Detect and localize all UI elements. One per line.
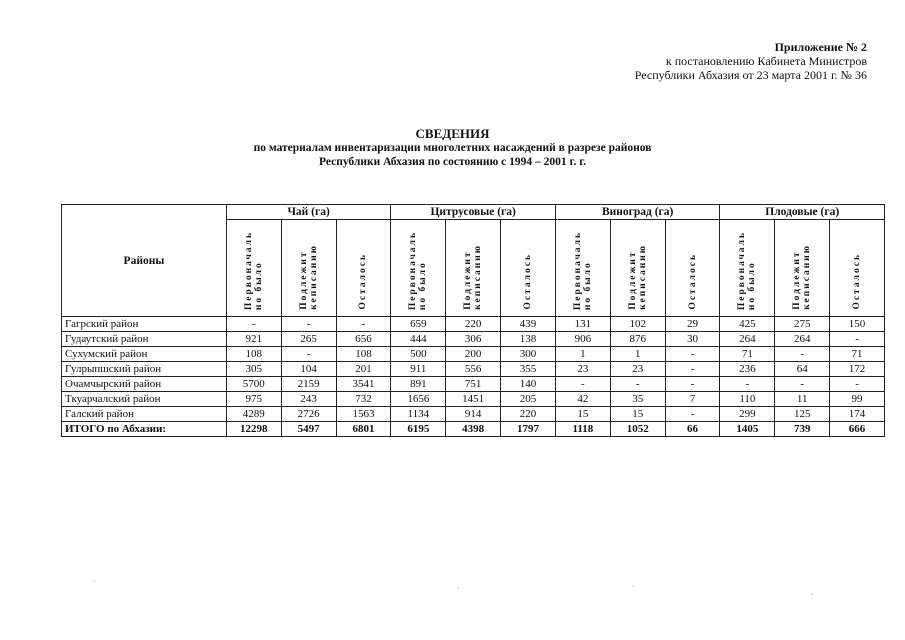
table-cell: - [665,362,720,377]
table-cell: 11 [775,392,830,407]
header-subcolumn-label: Осталось [358,253,369,310]
header-subcolumn [555,220,610,317]
table-cell: 15 [610,407,665,422]
table-cell: 7 [665,392,720,407]
header-subcolumn-label: Подлежит кеписанию [463,244,484,310]
district-name: Ткуарчалский район [62,392,227,407]
header-row-groups [62,205,885,220]
table-cell: 556 [446,362,501,377]
table-row [62,407,885,422]
header-group: Цитрусовые (га) [391,205,556,220]
appendix-block [635,40,867,82]
table-cell: - [720,377,775,392]
table-cell: - [665,377,720,392]
table-cell: 35 [610,392,665,407]
table-cell: 1134 [391,407,446,422]
table-row [62,392,885,407]
table-cell: 1118 [555,422,610,437]
header-subcolumn-label: Подлежит кеписанию [298,244,319,310]
table-cell: 975 [226,392,281,407]
district-name: Гулрыпшский район [62,362,227,377]
table-cell: 425 [720,317,775,332]
table-cell: 1052 [610,422,665,437]
table-row [62,347,885,362]
appendix-line-2: Республики Абхазия от 23 марта 2001 г. № 36 [634,68,867,82]
district-name: Очамчырский район [62,377,227,392]
table-cell: 1 [555,347,610,362]
table-cell: 108 [336,347,391,362]
table-cell: 220 [446,317,501,332]
table-cell: 201 [336,362,391,377]
header-subcolumn-label: Первоначаль но было [408,230,429,310]
table-cell: - [775,377,830,392]
appendix-line-1: к постановлению Кабинета Министров [665,54,867,68]
table-cell: 265 [281,332,336,347]
document-subtitle-2: Республики Абхазия по состоянию с 1994 – 2001 г. г. [318,156,587,168]
document-title: СВЕДЕНИЯ [415,126,490,141]
table-cell: 1563 [336,407,391,422]
table-cell: 4289 [226,407,281,422]
table-row [62,362,885,377]
table-cell: 306 [446,332,501,347]
header-subcolumn-label: Осталось [852,253,863,310]
table-cell: 15 [555,407,610,422]
table-cell: 174 [830,407,885,422]
table-cell: 5497 [281,422,336,437]
scan-speck: · [92,575,97,590]
header-subcolumn [336,220,391,317]
table-cell: 42 [555,392,610,407]
table-row [62,317,885,332]
table-cell: 264 [720,332,775,347]
table-cell: 243 [281,392,336,407]
inventory-table [61,204,885,437]
table-cell: 659 [391,317,446,332]
header-subcolumn-label: Подлежит кеписанию [627,244,648,310]
table-cell: 108 [226,347,281,362]
table-cell: 914 [446,407,501,422]
table-cell: 906 [555,332,610,347]
table-cell: 439 [501,317,556,332]
table-cell: 264 [775,332,830,347]
table-cell: 4398 [446,422,501,437]
header-subcolumn-label: Первоначаль но было [737,230,758,310]
header-subcolumn [391,220,446,317]
table-cell: - [281,317,336,332]
table-cell: 99 [830,392,885,407]
table-cell: 29 [665,317,720,332]
table-cell: 104 [281,362,336,377]
table-cell: 1 [610,347,665,362]
table-cell: 23 [610,362,665,377]
table-cell: 739 [775,422,830,437]
header-subcolumn [775,220,830,317]
table-cell: 200 [446,347,501,362]
table-cell: 275 [775,317,830,332]
appendix-title: Приложение № 2 [774,40,867,54]
table-cell: 71 [830,347,885,362]
table-cell: 12298 [226,422,281,437]
table-cell: 140 [501,377,556,392]
document-subtitle-1: по материалам инвентаризации многолетних насаждений в разрезе районов [253,142,652,154]
table-cell: 138 [501,332,556,347]
table-cell: 220 [501,407,556,422]
header-rayon: Районы [62,205,227,317]
table-cell: - [775,347,830,362]
table-cell: 876 [610,332,665,347]
table-cell: 71 [720,347,775,362]
table-cell: 1405 [720,422,775,437]
table-cell: 6801 [336,422,391,437]
header-subcolumn-label: Первоначаль но было [572,230,593,310]
scan-speck: · [631,580,636,595]
table-cell: 2159 [281,377,336,392]
header-subcolumn [281,220,336,317]
district-name: Сухумский район [62,347,227,362]
scan-speck: · [810,588,815,603]
district-name: Галский район [62,407,227,422]
header-subcolumn-label: Подлежит кеписанию [792,244,813,310]
table-cell: 656 [336,332,391,347]
table-cell: 172 [830,362,885,377]
table-row [62,377,885,392]
table-cell: - [665,347,720,362]
table-cell: 205 [501,392,556,407]
table-cell: - [226,317,281,332]
header-subcolumn [720,220,775,317]
table-cell: 732 [336,392,391,407]
table-cell: 64 [775,362,830,377]
table-cell: 911 [391,362,446,377]
total-label: ИТОГО по Абхазии: [62,422,227,437]
header-group: Плодовые (га) [720,205,885,220]
table-cell: - [610,377,665,392]
header-subcolumn-label: Осталось [523,253,533,310]
header-subcolumn [501,220,556,317]
header-subcolumn [830,220,885,317]
table-cell: 305 [226,362,281,377]
table-cell: 110 [720,392,775,407]
header-group: Чай (га) [226,205,391,220]
table-cell: - [555,377,610,392]
table-cell: 891 [391,377,446,392]
table-cell: - [281,347,336,362]
table-cell: - [830,332,885,347]
header-subcolumn [226,220,281,317]
header-subcolumn-label: Первоначаль но было [243,230,264,310]
header-subcolumn-label: Осталось [687,253,698,310]
table-cell: 1451 [446,392,501,407]
table-cell: 66 [665,422,720,437]
header-subcolumn [610,220,665,317]
table-row [62,332,885,347]
table-cell: 355 [501,362,556,377]
district-name: Гудаутский район [62,332,227,347]
table-cell: 5700 [226,377,281,392]
table-cell: 236 [720,362,775,377]
table-cell: - [665,407,720,422]
table-cell: 3541 [336,377,391,392]
table-cell: 102 [610,317,665,332]
table-cell: 444 [391,332,446,347]
table-cell: 1797 [501,422,556,437]
table-cell: 299 [720,407,775,422]
table-cell: 125 [775,407,830,422]
table-cell: - [830,377,885,392]
table-cell: 30 [665,332,720,347]
header-subcolumn [446,220,501,317]
table-cell: 131 [555,317,610,332]
table-cell: 150 [830,317,885,332]
header-group: Виноград (га) [555,205,720,220]
table-cell: 751 [446,377,501,392]
scan-speck: · [456,582,461,597]
table-cell: 300 [501,347,556,362]
table-total-row [62,422,885,437]
table-cell: 6195 [391,422,446,437]
document-heading [0,127,905,169]
table-cell: 1656 [391,392,446,407]
table-cell: 500 [391,347,446,362]
table-cell: 23 [555,362,610,377]
table-cell: 921 [226,332,281,347]
table-cell: 666 [830,422,885,437]
header-subcolumn [665,220,720,317]
district-name: Гагрский район [62,317,227,332]
table-cell: - [336,317,391,332]
table-cell: 2726 [281,407,336,422]
